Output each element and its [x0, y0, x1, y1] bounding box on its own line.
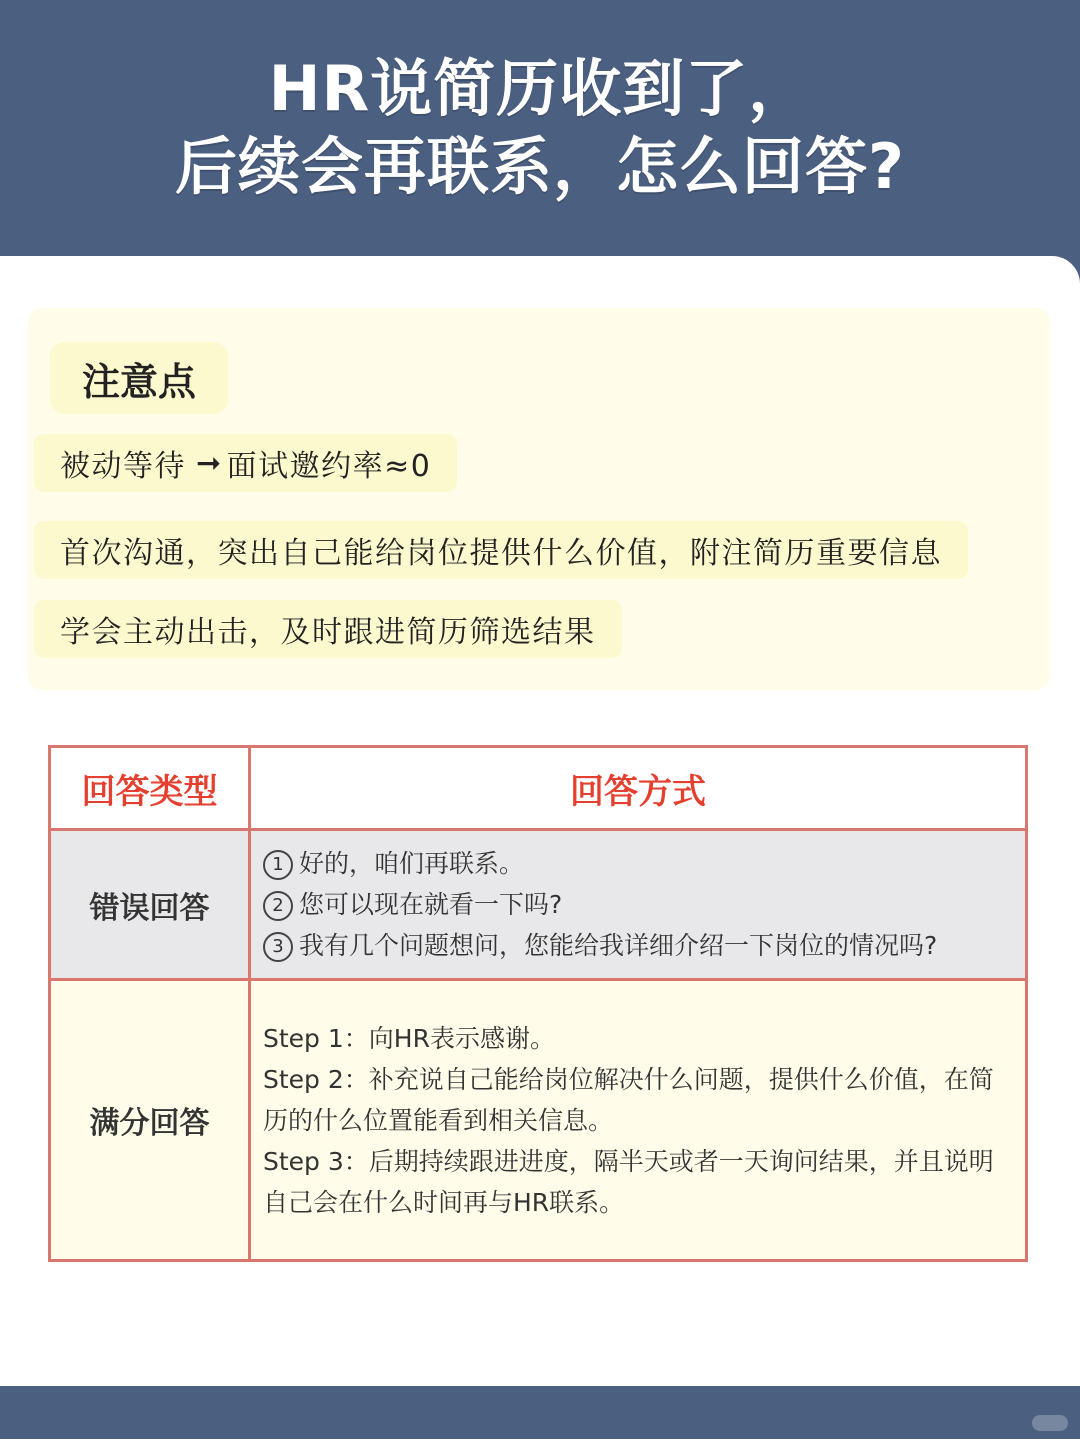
wrong-answer-text-3: 我有几个问题想问，您能给我详细介绍一下岗位的情况吗? — [299, 931, 938, 960]
note-item-1 — [34, 434, 457, 492]
arrow-right-icon: ➞ — [196, 445, 223, 481]
notes-panel — [28, 308, 1050, 690]
step-2: Step 2：补充说自己能给岗位解决什么问题，提供什么价值，在简历的什么位置能看到相关信息。 — [263, 1064, 994, 1135]
wrong-answer-text-2: 您可以现在就看一下吗? — [299, 890, 563, 919]
page-title-line2: 后续会再联系，怎么回答? — [175, 130, 905, 203]
table-row-full-score — [50, 980, 1027, 1261]
note-item-3: 学会主动出击，及时跟进简历筛选结果 — [34, 600, 622, 658]
list-item — [263, 843, 1013, 884]
circled-number-3: 3 — [263, 932, 293, 962]
notes-title: 注意点 — [50, 342, 228, 414]
list-item — [263, 925, 1013, 966]
wrong-answer-text-1: 好的，咱们再联系。 — [299, 849, 525, 878]
note-item-1-after: 面试邀约率≈0 — [226, 449, 432, 484]
wrong-answer-list — [250, 830, 1027, 980]
full-score-answer-type: 满分回答 — [50, 980, 250, 1261]
note-item-2: 首次沟通，突出自己能给岗位提供什么价值，附注简历重要信息 — [34, 521, 968, 579]
header-answer-method: 回答方式 — [250, 747, 1027, 830]
answers-table — [48, 745, 1028, 1262]
wrong-answer-type: 错误回答 — [50, 830, 250, 980]
step-1: Step 1：向HR表示感谢。 — [263, 1023, 555, 1053]
list-item — [263, 884, 1013, 925]
circled-number-1: 1 — [263, 850, 293, 880]
page-title-line1: HR说简历收到了， — [268, 52, 812, 125]
header-answer-type: 回答类型 — [50, 747, 250, 830]
note-item-1-before: 被动等待 — [60, 449, 186, 484]
content-card — [0, 256, 1080, 1386]
full-score-steps — [250, 980, 1027, 1261]
watermark-badge — [1032, 1415, 1068, 1431]
circled-number-2: 2 — [263, 891, 293, 921]
table-header-row — [50, 747, 1027, 830]
step-3: Step 3：后期持续跟进进度，隔半天或者一天询问结果，并且说明自己会在什么时间再与HR联系。 — [263, 1146, 994, 1217]
header-banner — [0, 0, 1080, 256]
table-row-wrong — [50, 830, 1027, 980]
